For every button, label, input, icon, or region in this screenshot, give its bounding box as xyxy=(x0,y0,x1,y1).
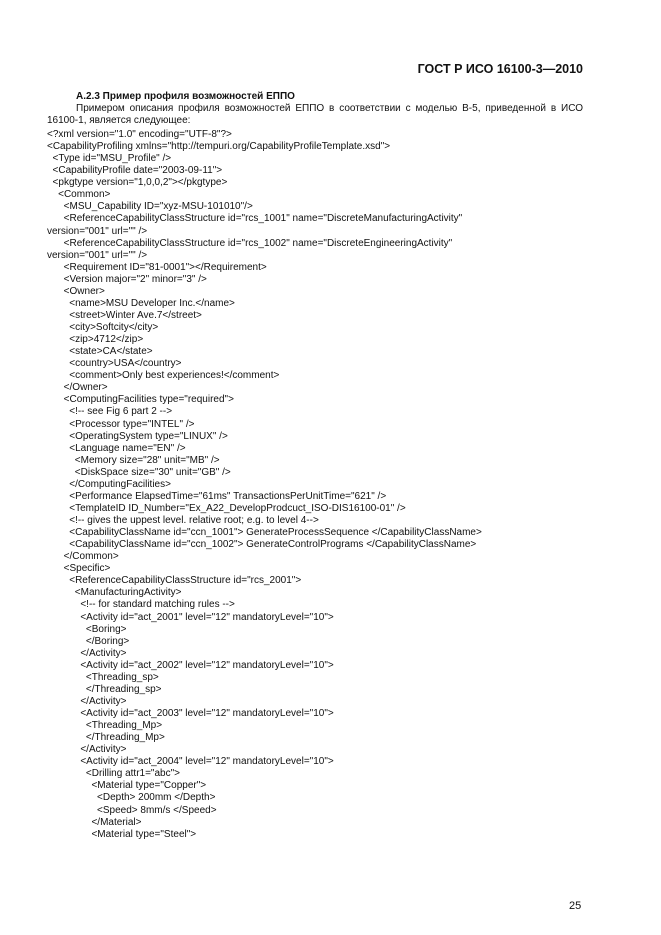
code-line: <!-- for standard matching rules --> xyxy=(47,599,235,611)
code-line: <ReferenceCapabilityClassStructure id="rcs_1002" name="DiscreteEngineeringActivity" xyxy=(47,237,453,249)
code-line: <CapabilityClassName id="ccn_1001"> GenerateProcessSequence </CapabilityClassName> xyxy=(47,527,482,539)
code-line: <Threading_Mp> xyxy=(47,720,163,732)
code-line: <CapabilityClassName id="ccn_1002"> GenerateControlPrograms </CapabilityClassName> xyxy=(47,539,477,551)
code-line: <ReferenceCapabilityClassStructure id="rcs_2001"> xyxy=(47,575,302,587)
code-line: <Depth> 200mm </Depth> xyxy=(47,792,216,804)
code-line: <Material type="Steel"> xyxy=(47,828,197,840)
intro-paragraph: Примером описания профиля возможностей ЕППО в соответствии с моделью В-5, приведенной в ИСО 16100-1, является следующее: xyxy=(47,103,583,127)
code-line: </Material> xyxy=(47,816,142,828)
code-line: <Activity id="act_2002" level="12" mandatoryLevel="10"> xyxy=(47,659,334,671)
code-line: <Material type="Copper"> xyxy=(47,780,207,792)
code-line: <country>USA</country> xyxy=(47,358,182,370)
code-line: <Activity id="act_2004" level="12" mandatoryLevel="10"> xyxy=(47,756,334,768)
code-line: </Threading_sp> xyxy=(47,683,162,695)
xml-code-listing xyxy=(47,129,587,841)
code-line: <?xml version="1.0" encoding="UTF-8"?> xyxy=(47,129,232,140)
code-line: <ManufacturingActivity> xyxy=(47,587,182,599)
code-line: <Drilling attr1="abc"> xyxy=(47,768,180,780)
code-line: <!-- gives the uppest level. relative root; e.g. to level 4--> xyxy=(47,515,319,526)
code-line: </ComputingFacilities> xyxy=(47,478,171,490)
code-line: <state>CA</state> xyxy=(47,346,153,358)
code-line: version="001" url="" /> xyxy=(47,225,148,237)
code-line: </Boring> xyxy=(47,635,130,647)
code-line: <city>Softcity</city> xyxy=(47,322,159,333)
code-line: <Threading_sp> xyxy=(47,671,159,683)
code-line: <Requirement ID="81-0001"></Requirement> xyxy=(47,261,267,273)
code-line: <Processor type="INTEL" /> xyxy=(47,418,195,430)
page-number: 25 xyxy=(569,900,582,912)
code-line: </Common> xyxy=(47,551,119,563)
code-line: <Performance ElapsedTime="61ms" TransactionsPerUnitTime="621" /> xyxy=(47,490,387,502)
code-line: <Owner> xyxy=(47,285,105,297)
code-line: <DiskSpace size="30" unit="GB" /> xyxy=(47,466,231,478)
code-line: <ComputingFacilities type="required"> xyxy=(47,394,234,406)
code-line: <CapabilityProfile date="2003-09-11"> xyxy=(47,165,223,177)
code-line: <Language name="EN" /> xyxy=(47,442,186,454)
code-line: <Activity id="act_2001" level="12" mandatoryLevel="10"> xyxy=(47,611,334,623)
code-line: <!-- see Fig 6 part 2 --> xyxy=(47,406,173,418)
code-line: <pkgtype version="1,0,0,2"></pkgtype> xyxy=(47,177,228,189)
code-line: <Speed> 8mm/s </Speed> xyxy=(47,804,217,816)
code-line: version="001" url="" /> xyxy=(47,249,148,261)
code-line: <Version major="2" minor="3" /> xyxy=(47,273,207,285)
code-line: </Activity> xyxy=(47,744,127,756)
code-line: <OperatingSystem type="LINUX" /> xyxy=(47,430,228,442)
code-line: <Memory size="28" unit="MB" /> xyxy=(47,454,220,466)
code-line: <name>MSU Developer Inc.</name> xyxy=(47,297,235,309)
code-line: </Threading_Mp> xyxy=(47,732,165,744)
code-line: <Activity id="act_2003" level="12" mandatoryLevel="10"> xyxy=(47,708,334,719)
section-heading: А.2.3 Пример профиля возможностей ЕППО xyxy=(76,91,295,102)
code-line: <Common> xyxy=(47,189,111,201)
code-line: <ReferenceCapabilityClassStructure id="rcs_1001" name="DiscreteManufacturingActivity" xyxy=(47,213,463,225)
code-line: <Type id="MSU_Profile" /> xyxy=(47,153,172,165)
code-line: <MSU_Capability ID="xyz-MSU-101010"/> xyxy=(47,201,253,213)
code-line: <comment>Only best experiences!</comment> xyxy=(47,370,280,382)
code-line: <zip>4712</zip> xyxy=(47,334,144,346)
code-line: <Specific> xyxy=(47,563,111,575)
code-line: <TemplateID ID_Number="Ex_A22_DevelopProdcuct_ISO-DIS16100-01" /> xyxy=(47,502,406,514)
code-line: <street>Winter Ave.7</street> xyxy=(47,309,202,321)
code-line: <CapabilityProfiling xmlns="http://tempuri.org/CapabilityProfileTemplate.xsd"> xyxy=(47,141,391,153)
code-line: <Boring> xyxy=(47,623,127,635)
code-line: </Activity> xyxy=(47,695,127,707)
document-header: ГОСТ Р ИСО 16100-3—2010 xyxy=(417,62,583,76)
code-line: </Owner> xyxy=(47,382,108,394)
code-line: </Activity> xyxy=(47,647,127,659)
